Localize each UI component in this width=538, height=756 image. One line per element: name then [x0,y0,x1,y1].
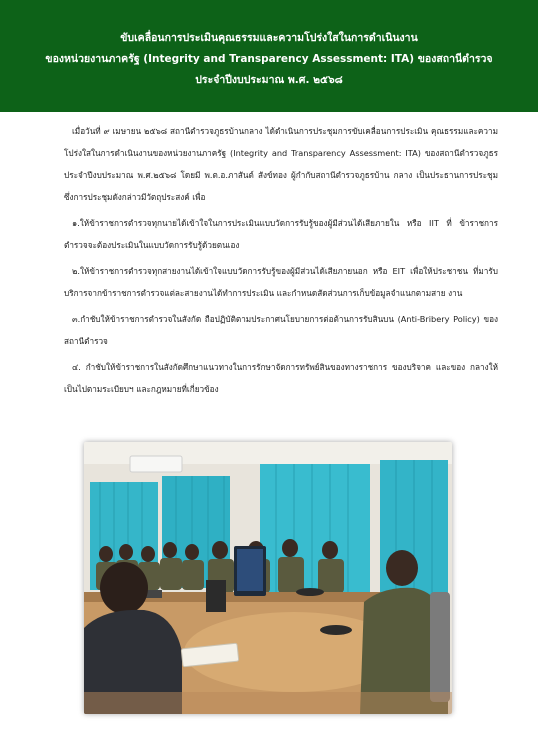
title-line-1: ขับเคลื่อนการประเมินคุณธรรมและความโปร่งใสในการดำเนินงาน [120,32,418,44]
intro-line: ของสถานีตำรวจภูธร ประจำปีงบประมาณ พ.ศ.๒๕๖๘ โดยมี พ.ต.อ.ภาสันต์ สังข์ทอง ผู้กำกับสถานีตำรวจภูธรบ้าน [64,148,498,180]
item-2-paragraph [64,260,498,304]
title-line-2: ของหน่วยงานภาครัฐ (Integrity and Transparency Assessment: ITA) ของสถานีตำรวจ [45,53,493,65]
item-line: ที่มารับบริการจากข้าราชการตำรวจแต่ละสายงานได้ทำการประเมิน และกำหนดสัดส่วนการเก็บข้อมูลจำแนกตามสาย [64,266,498,298]
article-body [64,120,498,400]
intro-line: คุณธรรมและความโปร่งใสในการดำเนินงานของหน่วยงานภาครัฐ (Integrity and Transparency Assessment: ITA) [64,126,498,158]
meeting-photo [84,442,452,714]
item-4-paragraph [64,356,498,400]
item-line: ๑.ให้ข้าราชการตำรวจทุกนายได้เข้าใจในการประเมินแบบวัดการรับรู้ของผู้มีส่วนได้เสียภายใน หรือ IIT ที่ [72,218,452,228]
item-line: ๓.กำชับให้ข้าราชการตำรวจในสังกัด ถือปฏิบัติตามประกาศนโยบายการต่อต้านการรับสินบน (Anti-Bribery [72,314,450,324]
item-line: กลางให้เป็นไปตามระเบียบฯ และกฎหมายที่เกี่ยวข้อง [64,362,498,394]
title-line-3: ประจำปีงบประมาณ พ.ศ. ๒๕๖๘ [195,74,343,86]
intro-line: เมื่อวันที่ ๙ เมษายน ๒๕๖๘ สถานีตำรวจภูธรบ้านกลาง ได้ดำเนินการประชุมการขับเคลื่อนการประเมิน [72,126,429,136]
intro-line: กลาง เป็นประธานการประชุม ซึ่งการประชุมดังกล่าวมีวัตถุประสงค์ เพื่อ [64,170,498,202]
item-line: งาน [448,288,463,298]
item-line: ๒.ให้ข้าราชการตำรวจทุกสายงานได้เข้าใจแบบวัดการรับรู้ของผู้มีส่วนได้เสียภายนอก หรือ EIT เพื่อให้ประชาชน [72,266,468,276]
intro-paragraph [64,120,498,208]
item-1-paragraph [64,212,498,256]
item-line: ๔. กำชับให้ข้าราชการในสังกัดศึกษาแนวทางในการรักษาจัดการทรัพย์สินของทางราชการ ของบริจาค และของ [72,362,466,372]
item-line: ข้าราชการตำรวจจะต้องประเมินในแบบวัดการรับรู้ด้วยตนเอง [64,218,499,250]
item-3-paragraph [64,308,498,352]
item-line: Policy) ของสถานีตำรวจ [64,314,498,346]
page-header [0,0,538,112]
